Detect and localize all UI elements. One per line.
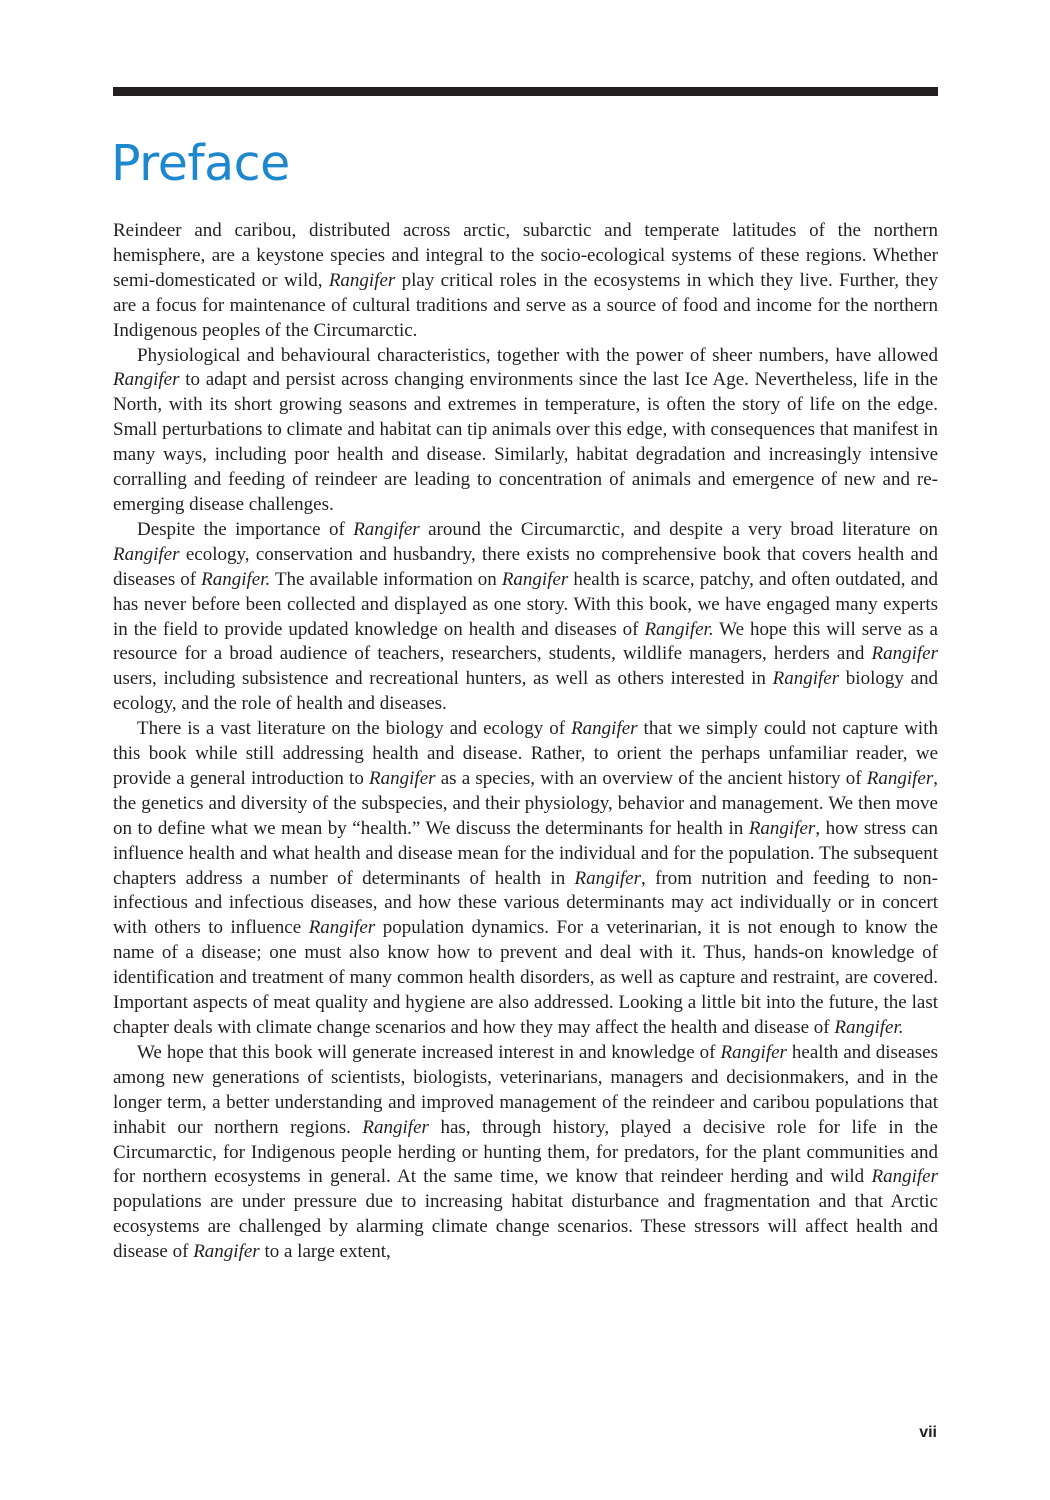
text-run: There is a vast literature on the biology and ecology of: [137, 718, 572, 740]
italic-text-run: Rangifer: [748, 817, 816, 839]
italic-text-run: Rangifer: [574, 867, 642, 889]
text-run: population dynamics. For a veterinarian, it is not enough to know the name of a disease; one must also know how to prevent and deal with it. Thus, hands-on knowledge of identification and treatment of many common health disorders, as well as capture and restraint, are covered. Important aspects of meat quality and hygiene are also addressed. Looking a little bit into the future, the last chapter deals with climate change scenarios and how they may affect the health and disease of: [113, 917, 938, 1038]
text-run: users, including subsistence and recreational hunters, as well as others interested in: [113, 668, 773, 690]
text-run: Reindeer and caribou, distributed across arctic, subarctic and temperate latitudes of the northern hemisphere, are a keystone species and integral to the socio-ecological systems of these regions. Whether semi-domesticated or wild,: [113, 220, 938, 291]
text-run: We hope this will serve as a resource for a broad audience of teachers, researchers, students, wildlife managers, herders and: [113, 618, 938, 665]
body-paragraph: [113, 1041, 938, 1265]
italic-text-run: Rangifer: [772, 668, 840, 690]
italic-text-run: Rangifer: [353, 518, 420, 540]
chapter-top-rule: [113, 87, 938, 96]
italic-text-run: Rangifer: [871, 643, 938, 665]
text-run: The available information on: [270, 568, 502, 590]
italic-text-run: Rangifer: [193, 1241, 260, 1263]
text-run: to a large extent,: [259, 1241, 391, 1263]
text-run: that we simply could not capture with this book while still addressing health and disease. Rather, to orient the perhaps unfamiliar reader, we provide a general introduction to: [113, 718, 938, 789]
italic-text-run: Rangifer: [369, 767, 436, 789]
italic-text-run: Rangifer: [871, 1166, 938, 1188]
italic-text-run: Rangifer.: [201, 568, 271, 590]
italic-text-run: Rangifer: [328, 269, 396, 291]
body-paragraph: [113, 518, 938, 717]
body-paragraph: [113, 344, 938, 518]
body-paragraph: [113, 219, 938, 344]
text-run: health and diseases among new generations of scientists, biologists, veterinarians, managers and decisionmakers, and in the longer term, a better understanding and improved management of the reindeer and caribou populations that inhabit our northern regions.: [113, 1041, 938, 1138]
italic-text-run: Rangifer: [113, 369, 180, 391]
text-run: Physiological and behavioural characteristics, together with the power of sheer numbers, have allowed: [137, 344, 938, 366]
text-run: Despite the importance of: [137, 518, 354, 540]
italic-text-run: Rangifer: [308, 917, 376, 939]
text-run: ecology, conservation and husbandry, there exists no comprehensive book that covers health and diseases of: [113, 543, 938, 590]
text-run: play critical roles in the ecosystems in which they live. Further, they are a focus for maintenance of cultural traditions and serve as a source of food and income for the northern Indigenous peoples of the Circumarctic.: [113, 269, 939, 341]
text-run: , how stress can influence health and what health and disease mean for the individual and for the population. The subsequent chapters address a number of determinants of health in: [113, 817, 939, 889]
text-run: , the genetics and diversity of the subspecies, and their physiology, behavior and management. We then move on to define what we mean by “health.” We discuss the determinants for health in: [113, 767, 938, 839]
text-run: has, through history, played a decisive role for life in the Circumarctic, for Indigenous people herding or hunting them, for predators, for the plant communities and for northern ecosystems in general. At the same time, we know that reindeer herding and wild: [113, 1116, 938, 1188]
text-run: around the Circumarctic, and despite a very broad literature on: [419, 518, 939, 540]
italic-text-run: Rangifer.: [644, 618, 714, 640]
text-run: biology and ecology, and the role of health and diseases.: [113, 668, 938, 715]
body-paragraph: [113, 717, 938, 1041]
italic-text-run: Rangifer.: [834, 1017, 904, 1038]
chapter-title: Preface: [111, 135, 290, 192]
italic-text-run: Rangifer: [362, 1116, 429, 1138]
italic-text-run: Rangifer: [720, 1041, 787, 1063]
text-run: We hope that this book will generate increased interest in and knowledge of: [137, 1041, 721, 1063]
italic-text-run: Rangifer: [866, 767, 934, 789]
italic-text-run: Rangifer: [113, 543, 180, 565]
preface-body: [113, 219, 938, 1265]
text-run: populations are under pressure due to increasing habitat disturbance and fragmentation and that Arctic ecosystems are challenged by alarming climate change scenarios. These stressors will affect health and disease of: [113, 1191, 938, 1263]
text-run: , from nutrition and feeding to non-infectious and infectious diseases, and how these various determinants may act individually or in concert with others to influence: [113, 867, 938, 939]
italic-text-run: Rangifer: [501, 568, 569, 590]
italic-text-run: Rangifer: [571, 718, 638, 740]
text-run: health is scarce, patchy, and often outdated, and has never before been collected and displayed as one story. With this book, we have engaged many experts in the field to provide updated knowledge on health and diseases of: [113, 568, 939, 640]
text-run: to adapt and persist across changing environments since the last Ice Age. Nevertheless, life in the North, with its short growing seasons and extremes in temperature, is often the story of life on the edge. Small perturbations to climate and habitat can tip animals over this edge, with consequences that manifest in many ways, including poor health and disease. Similarly, habitat degradation and increasingly intensive corralling and feeding of reindeer are leading to concentration of animals and emergence of new and re-emerging disease challenges.: [113, 369, 938, 515]
text-run: as a species, with an overview of the ancient history of: [435, 767, 867, 789]
page-number: vii: [919, 1424, 937, 1441]
